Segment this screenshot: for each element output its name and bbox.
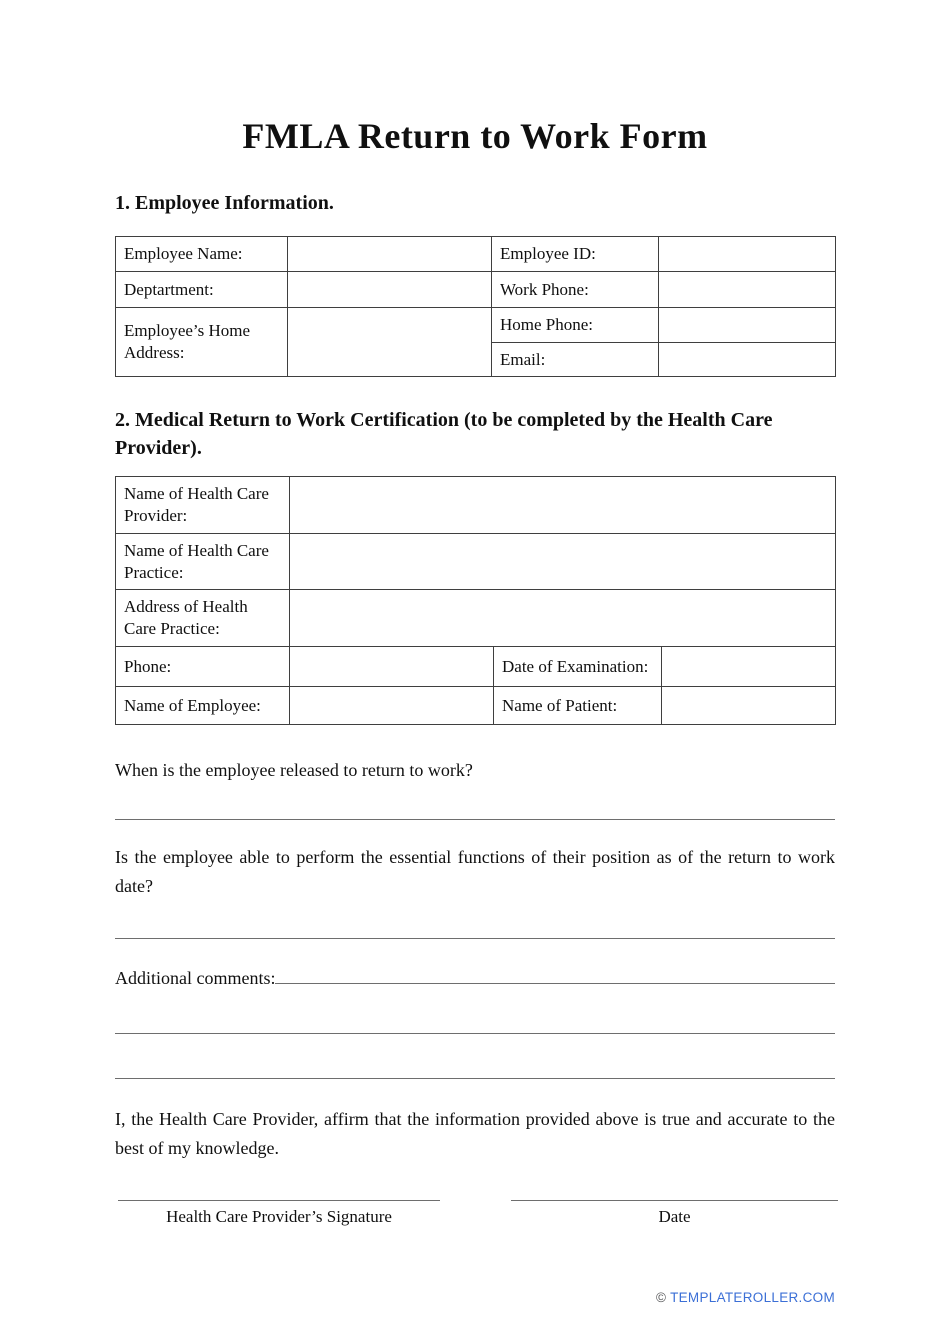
provider-name-label: Name of Health Care Provider: — [116, 477, 290, 534]
patient-name-field[interactable] — [662, 687, 836, 725]
employee-id-label: Employee ID: — [492, 237, 659, 272]
comments-line-2[interactable] — [115, 1033, 835, 1034]
section-1-heading: 1. Employee Information. — [115, 192, 334, 214]
phone-field[interactable] — [290, 647, 494, 687]
practice-address-field[interactable] — [290, 590, 836, 647]
copyright-symbol: © — [656, 1290, 667, 1305]
date-label: Date — [658, 1207, 691, 1226]
table-row — [116, 687, 836, 725]
provider-name-field[interactable] — [290, 477, 836, 534]
home-address-label: Employee’s Home Address: — [116, 308, 288, 377]
additional-comments-label: Additional comments: — [115, 968, 276, 988]
employee-id-field[interactable] — [659, 237, 836, 272]
medical-certification-table — [115, 476, 836, 725]
department-label: Deptartment: — [116, 272, 288, 308]
home-phone-field[interactable] — [659, 308, 836, 343]
additional-comments-inline-line[interactable] — [275, 962, 835, 984]
exam-date-label: Date of Examination: — [494, 647, 662, 687]
footer — [115, 1290, 835, 1305]
employee-name-2-field[interactable] — [290, 687, 494, 725]
home-address-field[interactable] — [288, 308, 492, 377]
additional-comments-row — [115, 962, 835, 993]
date-block — [511, 1200, 838, 1228]
work-phone-label: Work Phone: — [492, 272, 659, 308]
patient-name-label: Name of Patient: — [494, 687, 662, 725]
work-phone-field[interactable] — [659, 272, 836, 308]
table-row — [116, 237, 836, 272]
table-row — [116, 647, 836, 687]
employee-name-field[interactable] — [288, 237, 492, 272]
table-row — [116, 272, 836, 308]
table-row — [116, 534, 836, 590]
provider-signature-line[interactable] — [118, 1200, 440, 1201]
table-row — [116, 590, 836, 647]
department-field[interactable] — [288, 272, 492, 308]
templateroller-link[interactable]: TEMPLATEROLLER.COM — [670, 1290, 835, 1305]
employee-info-table — [115, 236, 836, 377]
page-title: FMLA Return to Work Form — [242, 116, 708, 156]
comments-line-3[interactable] — [115, 1078, 835, 1079]
practice-name-field[interactable] — [290, 534, 836, 590]
essential-functions-answer-line[interactable] — [115, 938, 835, 939]
employee-name-label: Employee Name: — [116, 237, 288, 272]
email-field[interactable] — [659, 343, 836, 377]
date-line[interactable] — [511, 1200, 838, 1201]
section-2-heading: 2. Medical Return to Work Certification (to be completed by the Health Care Provider). — [115, 409, 773, 459]
signature-row — [115, 1200, 835, 1228]
home-phone-label: Home Phone: — [492, 308, 659, 343]
release-date-answer-line[interactable] — [115, 819, 835, 820]
provider-affirmation-text: I, the Health Care Provider, affirm that the information provided above is true and accurate to the best of my knowledge. — [115, 1109, 835, 1158]
practice-name-label: Name of Health Care Practice: — [116, 534, 290, 590]
practice-address-label: Address of Health Care Practice: — [116, 590, 290, 647]
exam-date-field[interactable] — [662, 647, 836, 687]
email-label: Email: — [492, 343, 659, 377]
release-date-question: When is the employee released to return to work? — [115, 760, 473, 780]
table-row — [116, 477, 836, 534]
employee-name-2-label: Name of Employee: — [116, 687, 290, 725]
phone-label: Phone: — [116, 647, 290, 687]
document-content — [115, 0, 835, 1305]
table-row — [116, 308, 836, 343]
essential-functions-question: Is the employee able to perform the essential functions of their position as of the return to work date? — [115, 847, 835, 896]
provider-signature-label: Health Care Provider’s Signature — [166, 1207, 392, 1226]
provider-signature-block — [118, 1200, 440, 1228]
